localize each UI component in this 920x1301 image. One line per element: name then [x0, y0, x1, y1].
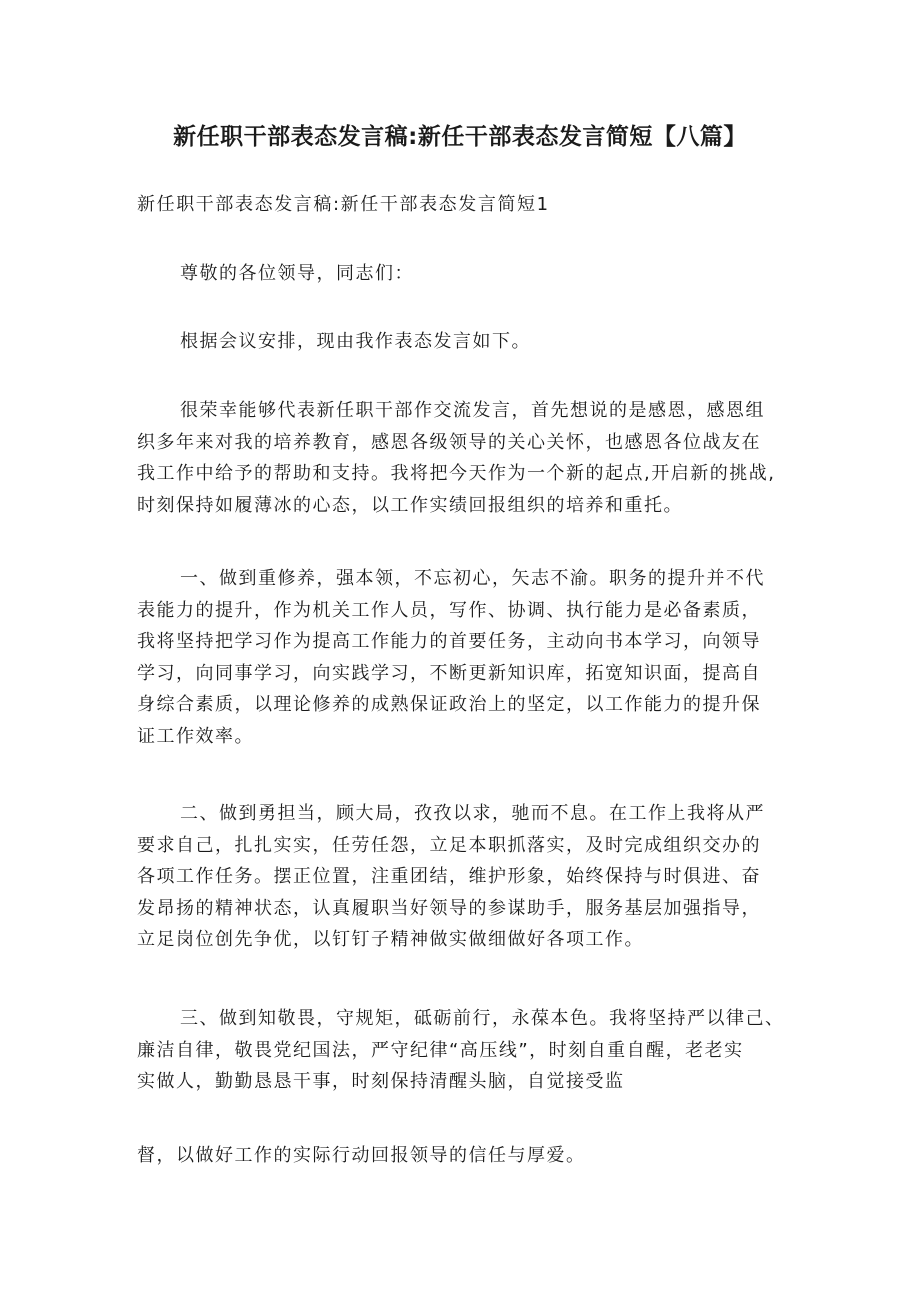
paragraph-line: 督，以做好工作的实际行动回报领导的信任与厚爱。	[137, 1145, 586, 1166]
paragraph-line: 廉洁自律，敬畏党纪国法，严守纪律“高压线”，时刻自重自醒，老老实	[137, 1039, 744, 1061]
paragraph-line: 织多年来对我的培养教育，感恩各级领导的关心关怀，也感恩各位战友在	[137, 431, 761, 453]
paragraph-closing	[137, 1140, 797, 1172]
greeting-paragraph	[137, 258, 797, 290]
paragraph-line: 证工作效率。	[137, 725, 254, 747]
paragraph-line: 表能力的提升，作为机关工作人员，写作、协调、执行能力是必备素质，	[137, 599, 761, 621]
paragraph-line: 很荣幸能够代表新任职干部作交流发言，首先想说的是感恩，感恩组	[180, 400, 765, 421]
section-subtitle: 新任职干部表态发言稿:新任干部表态发言简短1	[137, 194, 550, 215]
paragraph-line: 发昂扬的精神状态，认真履职当好领导的参谋助手，服务基层加强指导，	[137, 897, 761, 919]
greeting-line: 尊敬的各位领导，同志们：	[180, 263, 414, 284]
paragraph-line: 立足岗位创先争优，以钉钉子精神做实做细做好各项工作。	[137, 929, 644, 950]
paragraph-line: 我工作中给予的帮助和支持。我将把今天作为一个新的起点,开启新的挑战,	[137, 463, 776, 484]
paragraph-gratitude	[137, 395, 797, 521]
paragraph-line: 三、做到知敬畏，守规矩，砥砺前行，永葆本色。我将坚持严以律己、	[180, 1008, 785, 1029]
paragraph-arrangement	[137, 326, 797, 358]
paragraph-line: 要求自己，扎扎实实，任劳任怨，立足本职抓落实，及时完成组织交办的	[137, 834, 761, 856]
paragraph-line: 我将坚持把学习作为提高工作能力的首要任务，主动向书本学习，向领导	[137, 631, 761, 652]
paragraph-line: 实做人，勤勤恳恳干事，时刻保持清醒头脑，自觉接受监	[137, 1071, 625, 1092]
paragraph-line: 身综合素质，以理论修养的成熟保证政治上的坚定，以工作能力的提升保	[137, 694, 761, 715]
paragraph-line: 学习，向同事学习，向实践学习，不断更新知识库，拓宽知识面，提高自	[137, 662, 761, 684]
paragraph-line: 各项工作任务。摆正位置，注重团结，维护形象，始终保持与时俱进、奋	[137, 866, 761, 887]
paragraph-line: 时刻保持如履薄冰的心态，以工作实绩回报组织的培养和重托。	[137, 494, 683, 516]
paragraph-point-one	[137, 563, 797, 752]
paragraph-point-three	[137, 1003, 797, 1098]
paragraph-line: 二、做到勇担当，顾大局，孜孜以求，驰而不息。在工作上我将从严	[180, 803, 765, 824]
document-title: 新任职干部表态发言稿:新任干部表态发言简短【八篇】	[173, 124, 747, 150]
paragraph-line: 根据会议安排，现由我作表态发言如下。	[180, 331, 531, 352]
paragraph-point-two	[137, 798, 797, 956]
paragraph-line: 一、做到重修养，强本领，不忘初心，矢志不渝。职务的提升并不代	[180, 568, 765, 589]
